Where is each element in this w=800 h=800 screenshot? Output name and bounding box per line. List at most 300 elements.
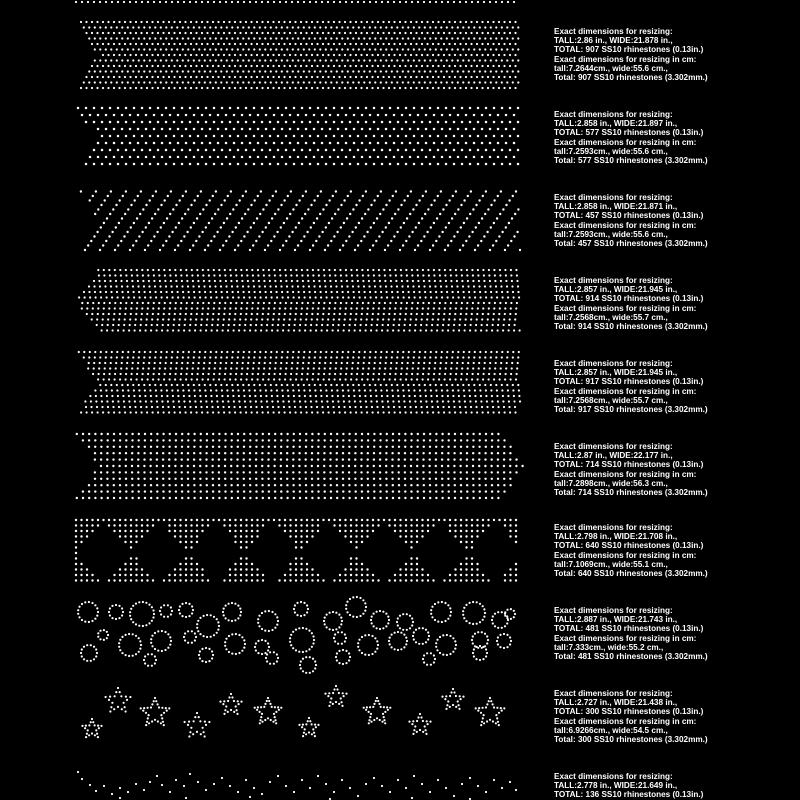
rhinestone [364,351,366,353]
rhinestone [160,204,162,206]
rhinestone [436,395,438,397]
rhinestone [289,563,291,565]
rhinestone [325,291,327,293]
rhinestone [504,519,506,521]
rhinestone [476,313,478,315]
rhinestone [381,231,383,233]
rhinestone [373,107,376,110]
rhinestone [504,269,506,271]
rhinestone [224,458,226,460]
rhinestone [343,329,345,331]
rhinestone [173,65,175,67]
rhinestone [80,535,82,537]
rhinestone [471,546,473,548]
rhinestone [267,244,269,246]
rhinestone [129,21,131,23]
rhinestone [506,362,508,364]
rhinestone [517,163,520,166]
rhinestone [366,318,368,320]
rhinestone [121,114,124,117]
rhinestone [443,32,445,34]
rhinestone [352,59,354,61]
rhinestone [250,43,252,45]
rhinestone [335,280,337,282]
rhinestone [159,249,161,251]
rhinestone [423,1,425,3]
rhinestone [485,163,488,166]
rhinestone [484,285,486,287]
rhinestone [303,389,305,391]
rhinestone [223,43,225,45]
rhinestone [381,400,383,402]
rhinestone [174,471,176,473]
rhinestone [148,280,150,282]
rhinestone [223,519,225,521]
rhinestone [181,135,184,138]
rhinestone [128,400,130,402]
rhinestone [476,563,478,565]
rhinestone [404,478,406,480]
rhinestone [330,439,332,441]
rhinestone [264,48,266,50]
rhinestone [116,291,118,293]
rhinestone [517,48,519,50]
rhinestone [186,367,188,369]
rhinestone [226,217,228,219]
rhinestone [398,324,400,326]
rhinestone [200,190,202,192]
rhinestone [255,446,257,448]
rhinestone [121,356,123,358]
rhinestone [505,128,508,131]
rhinestone [389,307,391,309]
rhinestone [347,356,349,358]
rhinestone [465,313,467,315]
rhinestone [471,1,473,3]
rhinestone [466,490,468,492]
rhinestone [327,54,329,56]
rhinestone [143,452,145,454]
rhinestone [509,32,511,34]
rhinestone [394,519,396,521]
rhinestone [303,1,305,3]
rhinestone [161,142,164,145]
rhinestone [502,208,504,210]
rhinestone [455,190,457,192]
rhinestone [363,384,365,386]
rhinestone [421,524,423,526]
rhinestone [88,81,90,83]
rhinestone [274,280,276,282]
rhinestone [424,384,426,386]
rhinestone [253,81,255,83]
rhinestone [353,114,356,117]
rhinestone [499,307,501,309]
rhinestone [391,59,393,61]
rhinestone [162,452,164,454]
rhinestone [366,524,368,526]
rhinestone [495,26,497,28]
rhinestone [275,59,277,61]
rhinestone [462,384,464,386]
rhinestone [121,285,123,287]
rhinestone [237,121,240,124]
rhinestone [116,356,118,358]
rhinestone [507,244,509,246]
rhinestone [212,439,214,441]
rhinestone [517,26,519,28]
rhinestone [512,195,514,197]
rhinestone [428,302,430,304]
rhinestone [215,389,217,391]
rhinestone [146,519,148,521]
rhinestone [100,458,102,460]
rhinestone [473,37,475,39]
rhinestone [223,222,225,224]
rhinestone [150,490,152,492]
rhinestone [490,389,492,391]
rhinestone [106,471,108,473]
rhinestone [402,384,404,386]
rhinestone [144,395,146,397]
rhinestone [460,204,462,206]
rhinestone [285,240,287,242]
rhinestone [109,213,111,215]
rhinestone [432,411,434,413]
rhinestone [322,411,324,413]
rhinestone [98,302,100,304]
rhinestone [400,274,402,276]
rhinestone [189,107,192,110]
rhinestone [457,70,459,72]
rhinestone [472,484,474,486]
rhinestone [393,128,396,131]
rhinestone [374,356,376,358]
rhinestone [100,433,102,435]
rhinestone [124,318,126,320]
rhinestone [213,269,215,271]
rhinestone [336,452,338,454]
rhinestone [273,307,275,309]
rhinestone [200,433,202,435]
rhinestone [129,76,131,78]
rhinestone [361,568,363,570]
rhinestone [507,389,509,391]
rhinestone [188,389,190,391]
rhinestone [100,204,102,206]
rhinestone [193,114,196,117]
rhinestone [278,21,280,23]
rhinestone [469,213,471,215]
rhinestone [478,471,480,473]
rhinestone [317,107,320,110]
rhinestone [422,373,424,375]
rhinestone [385,142,388,145]
rhinestone [377,43,379,45]
rhinestone [505,226,507,228]
rhinestone [324,280,326,282]
rhinestone [352,70,354,72]
rhinestone [311,313,313,315]
rhinestone [187,497,189,499]
rhinestone [161,400,163,402]
rhinestone [280,458,282,460]
rhinestone [308,384,310,386]
rhinestone [255,240,257,242]
rhinestone [325,135,328,138]
rhinestone [349,318,351,320]
rhinestone [243,478,245,480]
rhinestone [404,318,406,320]
rhinestone [281,48,283,50]
rhinestone [469,163,472,166]
rhinestone [453,324,455,326]
rhinestone [317,519,319,521]
rhinestone [427,524,429,526]
rhinestone [111,351,113,353]
rhinestone [106,329,108,331]
rhinestone [345,1,347,3]
rhinestone [454,484,456,486]
rhinestone [386,433,388,435]
rhinestone [144,484,146,486]
rhinestone [359,329,361,331]
rhinestone [493,269,495,271]
rhinestone [319,37,321,39]
rhinestone [367,269,369,271]
rhinestone [448,324,450,326]
rhinestone [212,478,214,480]
rhinestone [292,484,294,486]
rhinestone [313,114,316,117]
rhinestone [360,43,362,45]
rhinestone [350,535,352,537]
rhinestone [170,190,172,192]
rhinestone [124,87,126,89]
rhinestone [185,307,187,309]
rhinestone [423,490,425,492]
rhinestone [133,291,135,293]
rhinestone [314,70,316,72]
rhinestone [501,135,504,138]
rhinestone [265,351,267,353]
rhinestone [355,318,357,320]
rhinestone [223,76,225,78]
rhinestone [486,406,488,408]
rhinestone [470,65,472,67]
rhinestone [399,411,401,413]
rhinestone [189,400,191,402]
rhinestone [330,384,332,386]
rhinestone [278,519,280,521]
rhinestone [248,351,250,353]
rhinestone [275,285,277,287]
rhinestone [479,389,481,391]
rhinestone [150,439,152,441]
rhinestone [358,26,360,28]
rhinestone [336,490,338,492]
rhinestone [262,433,264,435]
rhinestone [233,142,236,145]
rhinestone [286,356,288,358]
rhinestone [481,65,483,67]
rhinestone [484,81,486,83]
rhinestone [245,163,248,166]
rhinestone [181,458,183,460]
rhinestone [429,285,431,287]
rhinestone [250,204,252,206]
rhinestone [141,307,143,309]
rhinestone [325,48,327,50]
rhinestone [249,458,251,460]
rhinestone [508,324,510,326]
rhinestone [82,497,84,499]
rhinestone [329,465,331,467]
rhinestone [151,324,153,326]
rhinestone [342,471,344,473]
rhinestone [440,362,442,364]
rhinestone [429,356,431,358]
rhinestone [452,291,454,293]
rhinestone [256,32,258,34]
rhinestone [286,48,288,50]
rhinestone [124,568,126,570]
rhinestone [256,313,258,315]
rhinestone [173,135,176,138]
rhinestone [99,291,101,293]
rhinestone [451,26,453,28]
rhinestone [272,318,274,320]
rhinestone [300,54,302,56]
rhinestone [197,149,200,152]
rhinestone [152,195,154,197]
rhinestone [181,362,183,364]
rhinestone [210,389,212,391]
rhinestone [115,367,117,369]
rhinestone [146,318,148,320]
rhinestone [218,439,220,441]
rhinestone [448,21,450,23]
rhinestone [413,121,416,124]
rhinestone [401,367,403,369]
rhinestone [426,32,428,34]
rhinestone [279,274,281,276]
rhinestone [137,156,140,159]
rhinestone [490,356,492,358]
rhinestone [113,114,116,117]
rhinestone [379,433,381,435]
rhinestone [80,190,82,192]
rhinestone [259,213,261,215]
rhinestone [360,465,362,467]
rhinestone [393,156,396,159]
rhinestone [501,1,503,3]
rhinestone [363,37,365,39]
rhinestone [209,285,211,287]
rhinestone [253,384,255,386]
rhinestone [410,190,412,192]
rhinestone [242,48,244,50]
rhinestone [199,452,201,454]
rhinestone [112,406,114,408]
rhinestone [299,400,301,402]
rhinestone [289,87,291,89]
rhinestone [454,54,456,56]
rhinestone [212,21,214,23]
rhinestone [379,452,381,454]
rhinestone [131,302,133,304]
rhinestone [402,81,404,83]
rhinestone [322,76,324,78]
rhinestone [389,274,391,276]
rhinestone [147,307,149,309]
rhinestone [135,557,137,559]
rhinestone [417,244,419,246]
rhinestone [259,48,261,50]
rhinestone [479,384,481,386]
rhinestone [413,351,415,353]
rhinestone [154,213,156,215]
rhinestone [197,367,199,369]
rhinestone [501,163,504,166]
rhinestone [422,458,424,460]
rhinestone [118,76,120,78]
rhinestone [433,199,435,201]
rhinestone [123,406,125,408]
rhinestone [121,384,123,386]
rhinestone [280,226,282,228]
rhinestone [266,406,268,408]
rhinestone [107,490,109,492]
rhinestone [340,204,342,206]
rhinestone [252,274,254,276]
rhinestone [105,291,107,293]
rhinestone [119,378,121,380]
rhinestone [457,389,459,391]
rhinestone [231,26,233,28]
rhinestone [234,519,236,521]
rhinestone [344,530,346,532]
rhinestone [451,70,453,72]
rhinestone [365,324,367,326]
rhinestone [390,367,392,369]
rhinestone [440,70,442,72]
rhinestone [418,362,420,364]
rhinestone [131,497,133,499]
rhinestone [189,249,191,251]
rhinestone [262,269,264,271]
rhinestone [123,235,125,237]
rhinestone [428,274,430,276]
rhinestone [337,395,339,397]
rhinestone [237,26,239,28]
rhinestone [205,204,207,206]
rhinestone [314,291,316,293]
rhinestone [264,356,266,358]
rhinestone [501,389,503,391]
rhinestone [278,87,280,89]
rhinestone [506,37,508,39]
rhinestone [97,524,99,526]
rhinestone [344,535,346,537]
rhinestone [379,213,381,215]
rhinestone [367,446,369,448]
rhinestone [270,384,272,386]
rhinestone [96,32,98,34]
rhinestone [248,291,250,293]
rhinestone [156,439,158,441]
rhinestone [478,367,480,369]
